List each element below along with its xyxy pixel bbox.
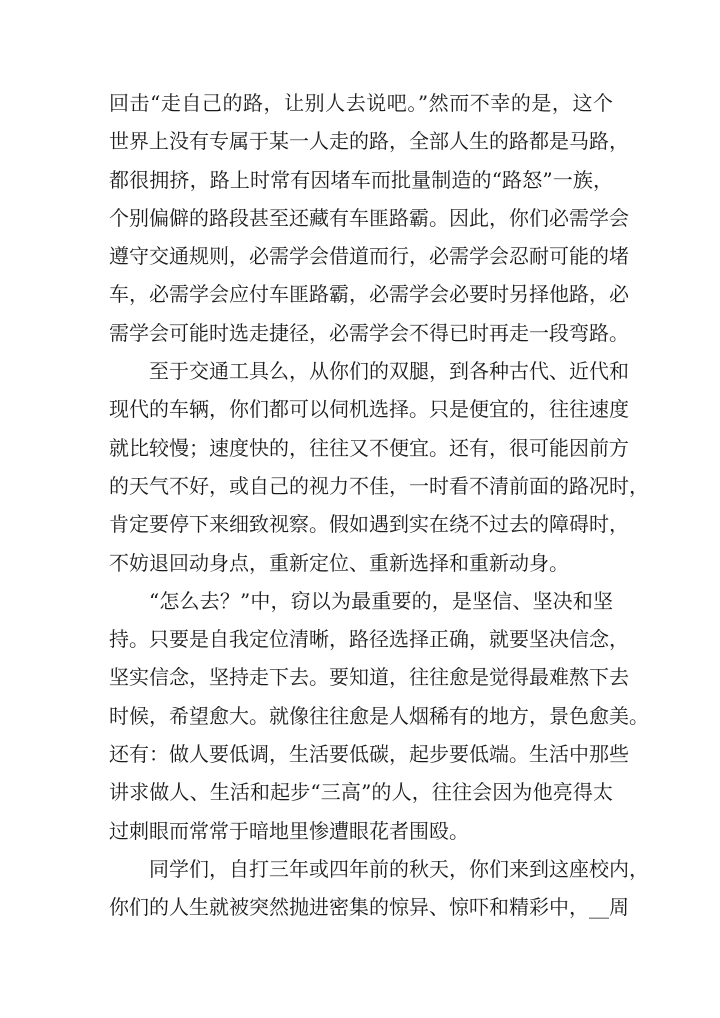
paragraph-first-line: 同学们，自打三年或四年前的秋天，你们来到这座校内，: [149, 856, 649, 881]
text-line: 坚实信念，坚持走下去。要知道，往往愈是觉得最难熬下去: [109, 665, 629, 690]
body-text: [109, 84, 649, 927]
paragraph-first-line: 至于交通工具么，从你们的双腿，到各种古代、近代和: [149, 359, 629, 384]
text-line: 世界上没有专属于某一人走的路，全部人生的路都是马路，: [109, 129, 629, 154]
text-line: 持。只要是自我定位清晰，路径选择正确，就要坚决信念，: [109, 627, 629, 652]
text-line: 需学会可能时选走捷径，必需学会不得已时再走一段弯路。: [109, 320, 629, 345]
text-line: 的天气不好，或自己的视力不佳，一时看不清前面的路况时，: [109, 473, 649, 498]
paragraph-first-line: “怎么去？”中，窃以为最重要的，是坚信、坚决和坚: [149, 588, 613, 613]
text-line: 就比较慢；速度快的，往往又不便宜。还有，很可能因前方: [109, 435, 629, 460]
text-line: 时候，希望愈大。就像往往愈是人烟稀有的地方，景色愈美。: [109, 703, 649, 728]
text-line: 个别偏僻的路段甚至还藏有车匪路霸。因此，你们必需学会: [109, 205, 629, 230]
text-line: 车，必需学会应付车匪路霸，必需学会必要时另择他路，必: [109, 282, 629, 307]
text-line: 遵守交通规则，必需学会借道而行，必需学会忍耐可能的堵: [109, 244, 629, 269]
text-line: 回击“走自己的路，让别人去说吧。”然而不幸的是，这个: [109, 91, 613, 115]
text-line: 都很拥挤，路上时常有因堵车而批量制造的“路怒”一族，: [109, 167, 613, 192]
text-line: 过刺眼而常常于暗地里惨遭眼花者围殴。: [109, 818, 469, 843]
text-line: 现代的车辆，你们都可以伺机选择。只是便宜的，往往速度: [109, 397, 629, 422]
text-line: 讲求做人、生活和起步“三高”的人，往往会因为他亮得太: [109, 780, 613, 805]
text-line: 还有：做人要低调，生活要低碳，起步要低端。生活中那些: [109, 742, 629, 767]
text-line: 不妨退回动身点，重新定位、重新选择和重新动身。: [109, 550, 569, 575]
text-line: 你们的人生就被突然抛进密集的惊异、惊吓和精彩中，__周: [109, 895, 629, 920]
text-line: 肯定要停下来细致视察。假如遇到实在绕不过去的障碍时，: [109, 512, 629, 537]
